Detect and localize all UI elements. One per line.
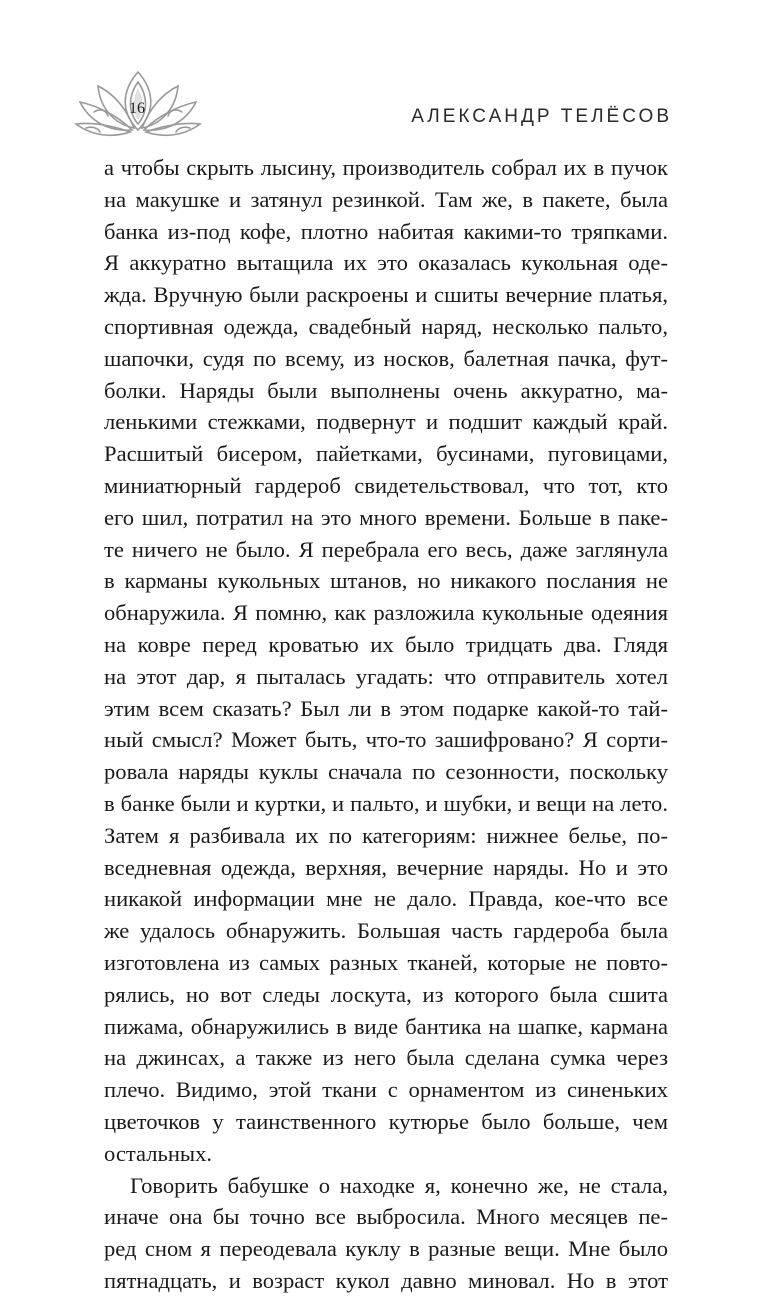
text-line: банка из-под кофе, плотно набитая какими-то тряпками. xyxy=(104,218,668,244)
text-line: Говорить бабушке о находке я, конечно же, не стала, xyxy=(130,1172,668,1198)
text-line: спортивная одежда, свадебный наряд, несколько пальто, xyxy=(104,313,668,339)
text-line: рялись, но вот следы лоскута, из которого была сшита xyxy=(104,981,668,1007)
text-line: вседневная одежда, верхняя, вечерние наряды. Но и это xyxy=(104,854,668,880)
text-line: иначе она бы точно все выбросила. Много месяцев пе- xyxy=(104,1204,668,1230)
text-line: на макушке и затянул резинкой. Там же, в пакете, была xyxy=(104,186,668,212)
text-line: пижама, обнаружились в виде бантика на шапке, кармана xyxy=(104,1013,668,1039)
text-line: ный смысл? Может быть, что-то зашифровано? Я сорти- xyxy=(104,727,668,753)
text-line: этим всем сказать? Был ли в этом подарке какой-то тай- xyxy=(104,695,668,721)
text-line: никакой информации мне не дало. Правда, кое-что все xyxy=(104,886,668,912)
text-line: болки. Наряды были выполнены очень аккуратно, ма- xyxy=(104,377,668,403)
running-title: АЛЕКСАНДР ТЕЛЁСОВ xyxy=(411,106,672,127)
text-line: Я аккуратно вытащила их это оказалась кукольная оде- xyxy=(104,250,668,276)
text-line: в банке были и куртки, и пальто, и шубки, и вещи на лето. xyxy=(104,790,668,816)
text-line: те ничего не было. Я перебрала его весь, даже заглянула xyxy=(104,536,668,562)
text-line: жда. Вручную были раскроены и сшиты вечерние платья, xyxy=(104,282,668,308)
text-line: же удалось обнаружить. Большая часть гардероба была xyxy=(104,918,668,944)
text-line: ред сном я переодевала куклу в разные вещи. Мне было xyxy=(104,1236,668,1262)
text-line: на этот дар, я пыталась угадать: что отправитель хотел xyxy=(104,663,668,689)
text-line: шапочки, судя по всему, из носков, балетная пачка, фут- xyxy=(104,345,668,371)
text-line: его шил, потратил на это много времени. Больше в паке- xyxy=(104,504,668,530)
text-line: на джинсах, а также из него была сделана сумка через xyxy=(104,1045,668,1071)
text-line: обнаружила. Я помню, как разложила кукольные одеяния xyxy=(104,600,668,626)
body-text xyxy=(104,152,668,1297)
text-line: Расшитый бисером, пайетками, бусинами, пуговицами, xyxy=(104,441,668,467)
text-line: на ковре перед кроватью их было тридцать два. Глядя xyxy=(104,631,668,657)
text-line: а чтобы скрыть лысину, производитель собрал их в пучок xyxy=(104,155,668,180)
text-line: в карманы кукольных штанов, но никакого послания не xyxy=(104,568,668,594)
text-line: ленькими стежками, подвернут и подшит каждый край. xyxy=(104,409,668,435)
page-number: 16 xyxy=(129,100,145,117)
text-line: плечо. Видимо, этой ткани с орнаментом из синеньких xyxy=(104,1077,668,1103)
text-line: миниатюрный гардероб свидетельствовал, что тот, кто xyxy=(104,472,668,498)
text-line: изготовлена из самых разных тканей, которые не повто- xyxy=(104,949,668,975)
text-line: остальных. xyxy=(104,1140,213,1166)
page-header xyxy=(0,0,768,150)
text-line: Затем я разбивала их по категориям: нижнее белье, по- xyxy=(104,822,668,848)
text-line: пятнадцать, и возраст кукол давно миновал. Но в этот xyxy=(104,1267,668,1293)
text-line: цветочков у таинственного кутюрье было больше, чем xyxy=(104,1108,668,1134)
text-line: ровала наряды куклы сначала по сезонности, поскольку xyxy=(104,759,668,785)
